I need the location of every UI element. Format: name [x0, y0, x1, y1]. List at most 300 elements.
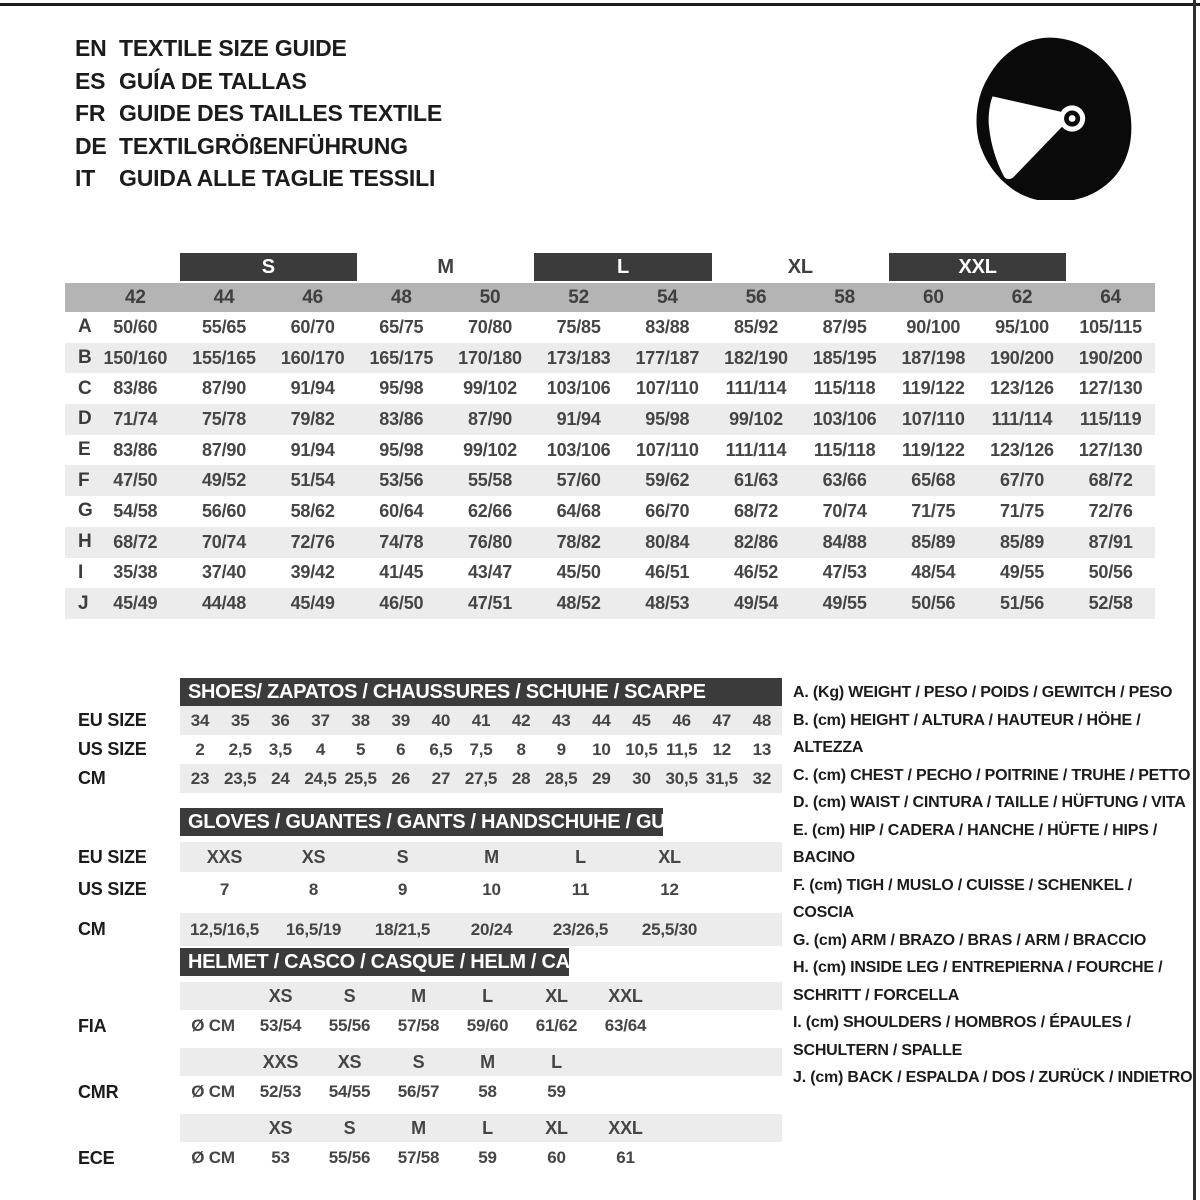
- size-letter-cell: XXL: [608, 985, 643, 1006]
- table-row: [78, 706, 782, 735]
- diameter-unit-cell: Ø CM: [191, 1082, 235, 1101]
- table-cell: 53/54: [259, 1016, 302, 1035]
- table-cell: 24: [271, 768, 290, 788]
- table-cell: 182/190: [724, 347, 788, 368]
- size-letter-cell: M: [480, 1051, 495, 1072]
- table-cell: 72/76: [290, 531, 335, 552]
- table-cell: M: [484, 846, 499, 867]
- table-cell: 61/63: [733, 470, 779, 491]
- table-cell: 72/76: [1088, 500, 1133, 521]
- table-cell: 31,5: [705, 768, 738, 788]
- table-cell: 49/55: [999, 562, 1045, 583]
- table-cell: 87/95: [822, 316, 867, 337]
- table-cell: 59: [547, 1082, 566, 1101]
- language-code: IT: [75, 165, 96, 191]
- table-cell: 48: [752, 710, 772, 730]
- table-cell: 50/60: [113, 316, 158, 337]
- numeric-size-cell: 42: [124, 286, 146, 308]
- table-cell: 59: [478, 1148, 497, 1167]
- table-row: [65, 404, 1155, 435]
- table-cell: 12: [660, 879, 679, 899]
- table-cell: 83/88: [645, 316, 690, 337]
- helmet-rows: [78, 982, 782, 1174]
- table-cell: 68/72: [733, 500, 779, 521]
- table-cell: 71/75: [911, 500, 956, 521]
- helmet-size-row: [180, 982, 782, 1010]
- table-cell: 48/54: [911, 562, 956, 583]
- table-row: [78, 872, 782, 907]
- size-letter-cell: XS: [268, 985, 293, 1006]
- language-code: DE: [75, 132, 107, 159]
- table-cell: 160/170: [280, 347, 345, 368]
- table-cell: 65/75: [379, 316, 424, 337]
- table-cell: 61/62: [535, 1016, 578, 1035]
- table-cell: 5: [355, 739, 366, 759]
- legend-item: J. (cm) BACK / ESPALDA / DOS / ZURÜCK / INDIETRO: [793, 1069, 1193, 1086]
- table-cell: 76/80: [467, 531, 513, 552]
- table-cell: 44: [592, 710, 611, 730]
- table-cell: 87/90: [201, 439, 247, 460]
- table-cell: 13: [752, 739, 772, 759]
- table-cell: 85/89: [911, 531, 956, 552]
- table-row: [65, 588, 1155, 619]
- table-cell: 67/70: [999, 470, 1045, 491]
- table-cell: 57/60: [556, 470, 601, 491]
- table-cell: 55/56: [328, 1016, 371, 1035]
- table-cell: 99/102: [463, 439, 517, 460]
- table-cell: 103/106: [546, 378, 611, 399]
- table-cell: L: [575, 846, 586, 867]
- numeric-size-cell: 46: [302, 286, 324, 308]
- table-cell: 53: [271, 1148, 290, 1167]
- table-cell: 107/110: [635, 439, 699, 460]
- table-cell: 58: [478, 1082, 497, 1101]
- table-cell: 41/45: [379, 562, 424, 583]
- table-cell: 70/74: [822, 500, 867, 521]
- table-cell: 46/51: [645, 562, 690, 583]
- table-row: [78, 913, 782, 946]
- size-letter-cell: XS: [337, 1051, 362, 1072]
- table-cell: 39: [391, 710, 410, 730]
- table-cell: 40: [431, 710, 451, 730]
- size-band-label: M: [437, 255, 454, 278]
- table-row: [65, 373, 1155, 404]
- table-cell: 30,5: [665, 768, 698, 788]
- row-letter-label: E: [78, 439, 91, 461]
- size-letter-cell: XL: [545, 985, 568, 1006]
- table-cell: 155/165: [192, 347, 256, 368]
- table-cell: 42: [511, 710, 531, 730]
- table-cell: 48/52: [556, 593, 601, 614]
- numeric-size-cell: 60: [922, 286, 944, 308]
- table-cell: 7,5: [469, 739, 493, 759]
- garment-size-table: [65, 253, 1155, 619]
- table-cell: 111/114: [725, 378, 787, 399]
- row-letter-label: D: [78, 408, 92, 430]
- top-border-line: [0, 3, 1200, 6]
- table-cell: 46: [672, 710, 691, 730]
- table-cell: 6: [396, 739, 406, 759]
- table-cell: 41: [471, 710, 491, 730]
- table-cell: 50/56: [1088, 562, 1133, 583]
- table-cell: 25,5: [344, 768, 377, 788]
- table-cell: 79/82: [290, 408, 335, 429]
- table-cell: 95/98: [379, 378, 424, 399]
- table-cell: XL: [658, 846, 681, 867]
- table-row: [65, 312, 1155, 343]
- table-cell: 45/49: [113, 593, 158, 614]
- numeric-size-cell: 48: [390, 286, 412, 308]
- table-cell: 66/70: [645, 500, 690, 521]
- table-cell: 83/86: [113, 439, 158, 460]
- legend-item: A. (Kg) WEIGHT / PESO / POIDS / GEWITCH / PESO: [793, 684, 1173, 701]
- language-row: [75, 65, 442, 98]
- table-cell: 50/56: [911, 593, 956, 614]
- table-cell: 91/94: [290, 439, 335, 460]
- table-cell: 95/98: [379, 439, 424, 460]
- table-cell: 59/62: [645, 470, 690, 491]
- table-cell: 55/56: [328, 1148, 371, 1167]
- measurement-legend: [793, 679, 1195, 1092]
- table-cell: 119/122: [901, 378, 965, 399]
- table-cell: 49/54: [733, 593, 779, 614]
- table-cell: 49/52: [201, 470, 247, 491]
- language-code: ES: [75, 67, 106, 94]
- table-cell: XS: [301, 846, 326, 867]
- language-title: GUIDE DES TAILLES TEXTILE: [119, 100, 442, 126]
- row-header-label: EU SIZE: [78, 710, 147, 730]
- table-cell: 27: [431, 768, 451, 788]
- table-cell: 55/65: [201, 316, 247, 337]
- row-header-label: US SIZE: [78, 879, 147, 899]
- table-cell: 173/183: [546, 347, 611, 368]
- table-cell: 3,5: [268, 739, 292, 759]
- table-cell: 52/58: [1088, 593, 1133, 614]
- table-cell: 99/102: [463, 378, 517, 399]
- table-cell: 18/21,5: [374, 919, 431, 939]
- table-cell: 71/75: [999, 500, 1045, 521]
- table-row: [65, 465, 1155, 496]
- table-cell: 47/51: [467, 593, 513, 614]
- language-row: [75, 97, 442, 130]
- gloves-table-title: GLOVES / GUANTES / GANTS / HANDSCHUHE / GUANTI: [180, 808, 663, 836]
- table-cell: 48/53: [645, 593, 690, 614]
- legend-item: B. (cm) HEIGHT / ALTURA / HAUTEUR / HÖHE / ALTEZZA: [793, 711, 1141, 756]
- table-cell: 119/122: [901, 439, 965, 460]
- table-cell: 71/74: [113, 408, 158, 429]
- shoes-table: [78, 678, 782, 793]
- table-cell: 8: [308, 879, 319, 899]
- table-cell: 28: [511, 768, 531, 788]
- table-cell: 150/160: [103, 347, 168, 368]
- table-row: [78, 842, 782, 872]
- size-letter-cell: M: [411, 1117, 426, 1138]
- table-cell: 103/106: [546, 439, 611, 460]
- shoes-table-title: SHOES/ ZAPATOS / CHAUSSURES / SCHUHE / SCARPE: [180, 678, 782, 706]
- gloves-table: [78, 808, 782, 946]
- legend-item: E. (cm) HIP / CADERA / HANCHE / HÜFTE / HIPS / BACINO: [793, 821, 1158, 866]
- table-cell: 103/106: [812, 408, 877, 429]
- table-cell: 56/60: [201, 500, 247, 521]
- table-cell: 25,5/30: [641, 919, 698, 939]
- standard-label: ECE: [78, 1147, 115, 1168]
- numeric-size-cell: 52: [568, 286, 590, 308]
- table-cell: 53/56: [379, 470, 424, 491]
- table-cell: 187/198: [901, 347, 966, 368]
- table-cell: 30: [632, 768, 651, 788]
- table-cell: 78/82: [556, 531, 601, 552]
- table-cell: 29: [592, 768, 611, 788]
- helmet-value-row: [78, 1142, 782, 1174]
- table-cell: 165/175: [369, 347, 434, 368]
- gloves-rows: [78, 842, 782, 946]
- table-cell: 46/50: [379, 593, 424, 614]
- table-cell: 10: [592, 739, 611, 759]
- table-cell: 46/52: [733, 562, 779, 583]
- table-cell: 28,5: [545, 768, 578, 788]
- size-letter-cell: L: [482, 985, 493, 1006]
- table-cell: 27,5: [464, 768, 498, 788]
- table-cell: 59/60: [466, 1016, 509, 1035]
- table-cell: 24,5: [304, 768, 337, 788]
- table-cell: 70/74: [201, 531, 247, 552]
- row-letter-label: J: [78, 592, 89, 614]
- language-title-list: [75, 32, 442, 195]
- table-cell: 35: [230, 710, 250, 730]
- size-letter-cell: S: [343, 985, 356, 1006]
- size-letter-cell: S: [412, 1051, 425, 1072]
- row-letter-label: F: [78, 469, 90, 491]
- table-cell: XXS: [206, 846, 243, 867]
- table-cell: 51/56: [999, 593, 1045, 614]
- language-row: [75, 162, 442, 195]
- row-header-label: US SIZE: [78, 739, 147, 759]
- table-cell: 35/38: [113, 562, 158, 583]
- table-cell: 68/72: [113, 531, 158, 552]
- table-cell: 47: [712, 710, 732, 730]
- measurement-rows: [65, 312, 1155, 619]
- language-row: [75, 130, 442, 163]
- table-cell: 37/40: [201, 562, 247, 583]
- table-cell: 68/72: [1088, 470, 1133, 491]
- numeric-size-cell: 44: [213, 286, 235, 308]
- legend-item: F. (cm) TIGH / MUSLO / CUISSE / SCHENKEL / COSCIA: [793, 876, 1132, 921]
- table-cell: 11: [571, 879, 590, 899]
- numeric-size-cell: 62: [1011, 286, 1033, 308]
- table-cell: 61: [616, 1148, 635, 1167]
- table-cell: 190/200: [1078, 347, 1143, 368]
- table-cell: 115/118: [813, 439, 876, 460]
- table-cell: S: [396, 846, 409, 867]
- table-cell: 52/53: [259, 1082, 302, 1101]
- table-row: [65, 558, 1155, 589]
- table-cell: 80/84: [645, 531, 690, 552]
- table-cell: 91/94: [290, 378, 335, 399]
- table-cell: 51/54: [290, 470, 335, 491]
- language-title: GUÍA DE TALLAS: [119, 67, 307, 94]
- table-cell: 11,5: [665, 739, 698, 759]
- table-cell: 87/91: [1088, 531, 1133, 552]
- numeric-size-cell: 50: [479, 286, 501, 308]
- table-cell: 9: [556, 739, 566, 759]
- table-cell: 91/94: [556, 408, 601, 429]
- table-cell: 64/68: [556, 500, 601, 521]
- size-band-label: S: [180, 253, 357, 281]
- table-cell: 90/100: [906, 316, 961, 337]
- helmet-size-row: [180, 1048, 782, 1076]
- table-cell: 62/66: [467, 500, 513, 521]
- language-row: [75, 32, 442, 65]
- language-title: TEXTILE SIZE GUIDE: [119, 35, 347, 61]
- table-cell: 95/100: [995, 316, 1049, 337]
- table-cell: 75/85: [556, 316, 601, 337]
- table-cell: 63/66: [822, 470, 867, 491]
- size-letter-cell: S: [343, 1117, 356, 1138]
- size-letter-cell: M: [411, 985, 426, 1006]
- row-letter-label: H: [78, 531, 92, 553]
- table-cell: 85/92: [733, 316, 779, 337]
- table-cell: 83/86: [113, 378, 158, 399]
- language-title: TEXTILGRÖßENFÜHRUNG: [119, 132, 408, 159]
- table-cell: 56/57: [397, 1082, 440, 1101]
- table-cell: 82/86: [733, 531, 779, 552]
- table-cell: 60/64: [379, 500, 424, 521]
- size-letter-cell: XS: [268, 1117, 293, 1138]
- table-cell: 12: [712, 739, 732, 759]
- legend-item: C. (cm) CHEST / PECHO / POITRINE / TRUHE / PETTO: [793, 766, 1191, 784]
- size-band-row: [65, 253, 1155, 281]
- table-cell: 16,5/19: [285, 919, 342, 939]
- row-header-label: EU SIZE: [78, 846, 147, 867]
- helmet-size-row: [180, 1114, 782, 1142]
- table-cell: 39/42: [290, 562, 335, 583]
- table-cell: 54/55: [328, 1082, 371, 1101]
- row-letter-label: A: [78, 316, 92, 338]
- table-row: [78, 735, 782, 764]
- legend-item: G. (cm) ARM / BRAZO / BRAS / ARM / BRACCIO: [793, 931, 1147, 949]
- size-band-label: XL: [787, 255, 813, 278]
- table-cell: 54/58: [113, 500, 158, 521]
- table-cell: 99/102: [729, 408, 783, 429]
- table-cell: 127/130: [1078, 439, 1143, 460]
- table-cell: 44/48: [201, 593, 247, 614]
- size-letter-cell: XXS: [262, 1051, 299, 1072]
- table-cell: 47/53: [822, 562, 867, 583]
- table-cell: 34: [190, 710, 210, 730]
- table-cell: 83/86: [379, 408, 424, 429]
- table-cell: 36: [271, 710, 290, 730]
- table-row: [65, 343, 1155, 374]
- table-cell: 4: [315, 739, 326, 759]
- standard-label: CMR: [78, 1081, 119, 1102]
- table-cell: 10: [482, 879, 501, 899]
- table-cell: 23: [190, 768, 210, 788]
- language-code: EN: [75, 35, 107, 61]
- table-cell: 45/49: [290, 593, 335, 614]
- table-cell: 32: [752, 768, 772, 788]
- helmet-value-row: [78, 1076, 782, 1108]
- table-cell: 49/55: [822, 593, 867, 614]
- size-letter-cell: XL: [545, 1117, 568, 1138]
- table-cell: 63/64: [604, 1016, 647, 1035]
- table-cell: 57/58: [397, 1148, 440, 1167]
- numeric-size-cell: 56: [745, 286, 767, 308]
- table-cell: 6,5: [429, 739, 453, 759]
- table-cell: 70/80: [467, 316, 513, 337]
- table-row: [65, 496, 1155, 527]
- table-cell: 20/24: [470, 919, 513, 939]
- table-cell: 123/126: [990, 439, 1054, 460]
- table-cell: 7: [219, 879, 230, 899]
- table-cell: 111/114: [991, 408, 1053, 429]
- size-letter-cell: L: [482, 1117, 493, 1138]
- numeric-size-cell: 58: [834, 286, 856, 308]
- table-cell: 47/50: [113, 470, 158, 491]
- table-cell: 185/195: [812, 347, 877, 368]
- table-cell: 111/114: [725, 439, 787, 460]
- table-cell: 23/26,5: [552, 919, 609, 939]
- table-cell: 107/110: [635, 378, 699, 399]
- legend-item: D. (cm) WAIST / CINTURA / TAILLE / HÜFTUNG / VITA: [793, 794, 1186, 811]
- diameter-unit-cell: Ø CM: [191, 1016, 235, 1035]
- table-cell: 2,5: [228, 739, 252, 759]
- row-header-label: CM: [78, 768, 106, 788]
- table-cell: 8: [516, 739, 526, 759]
- table-cell: 26: [391, 768, 410, 788]
- table-cell: 87/90: [201, 378, 247, 399]
- table-cell: 9: [397, 879, 408, 899]
- table-cell: 115/118: [813, 378, 876, 399]
- table-cell: 60/70: [290, 316, 335, 337]
- table-cell: 127/130: [1078, 378, 1143, 399]
- table-row: [65, 527, 1155, 558]
- row-header-label: CM: [78, 919, 106, 939]
- table-cell: 43: [552, 710, 571, 730]
- numeric-size-cell: 64: [1100, 286, 1122, 308]
- table-cell: 65/68: [911, 470, 956, 491]
- table-cell: 43/47: [467, 562, 513, 583]
- table-cell: 60: [547, 1148, 566, 1167]
- size-letter-cell: L: [551, 1051, 562, 1072]
- helmet-icon: [968, 34, 1140, 200]
- table-cell: 105/115: [1079, 316, 1142, 337]
- size-band-label: XXL: [889, 253, 1066, 281]
- table-cell: 57/58: [397, 1016, 440, 1035]
- table-cell: 38: [351, 710, 370, 730]
- table-cell: 170/180: [458, 347, 522, 368]
- table-cell: 37: [311, 710, 330, 730]
- language-title: GUIDA ALLE TAGLIE TESSILI: [119, 165, 436, 191]
- table-cell: 10,5: [625, 739, 658, 759]
- table-cell: 177/187: [635, 347, 700, 368]
- table-cell: 2: [195, 739, 205, 759]
- size-band-label: L: [534, 253, 711, 281]
- numeric-size-row: [65, 283, 1155, 312]
- table-cell: 87/90: [467, 408, 513, 429]
- diameter-unit-cell: Ø CM: [191, 1148, 235, 1167]
- legend-item: H. (cm) INSIDE LEG / ENTREPIERNA / FOURCHE / SCHRITT / FORCELLA: [793, 959, 1163, 1004]
- row-letter-label: G: [78, 500, 93, 522]
- legend-item: I. (cm) SHOULDERS / HOMBROS / ÉPAULES / SCHULTERN / SPALLE: [793, 1014, 1131, 1059]
- helmet-table-title: HELMET / CASCO / CASQUE / HELM / CASCO: [180, 948, 569, 976]
- shoes-rows: [78, 706, 782, 793]
- row-letter-label: B: [78, 347, 92, 369]
- table-cell: 95/98: [645, 408, 690, 429]
- language-code: FR: [75, 100, 106, 126]
- helmet-table: [78, 948, 782, 1174]
- table-cell: 85/89: [999, 531, 1045, 552]
- table-row: [65, 435, 1155, 466]
